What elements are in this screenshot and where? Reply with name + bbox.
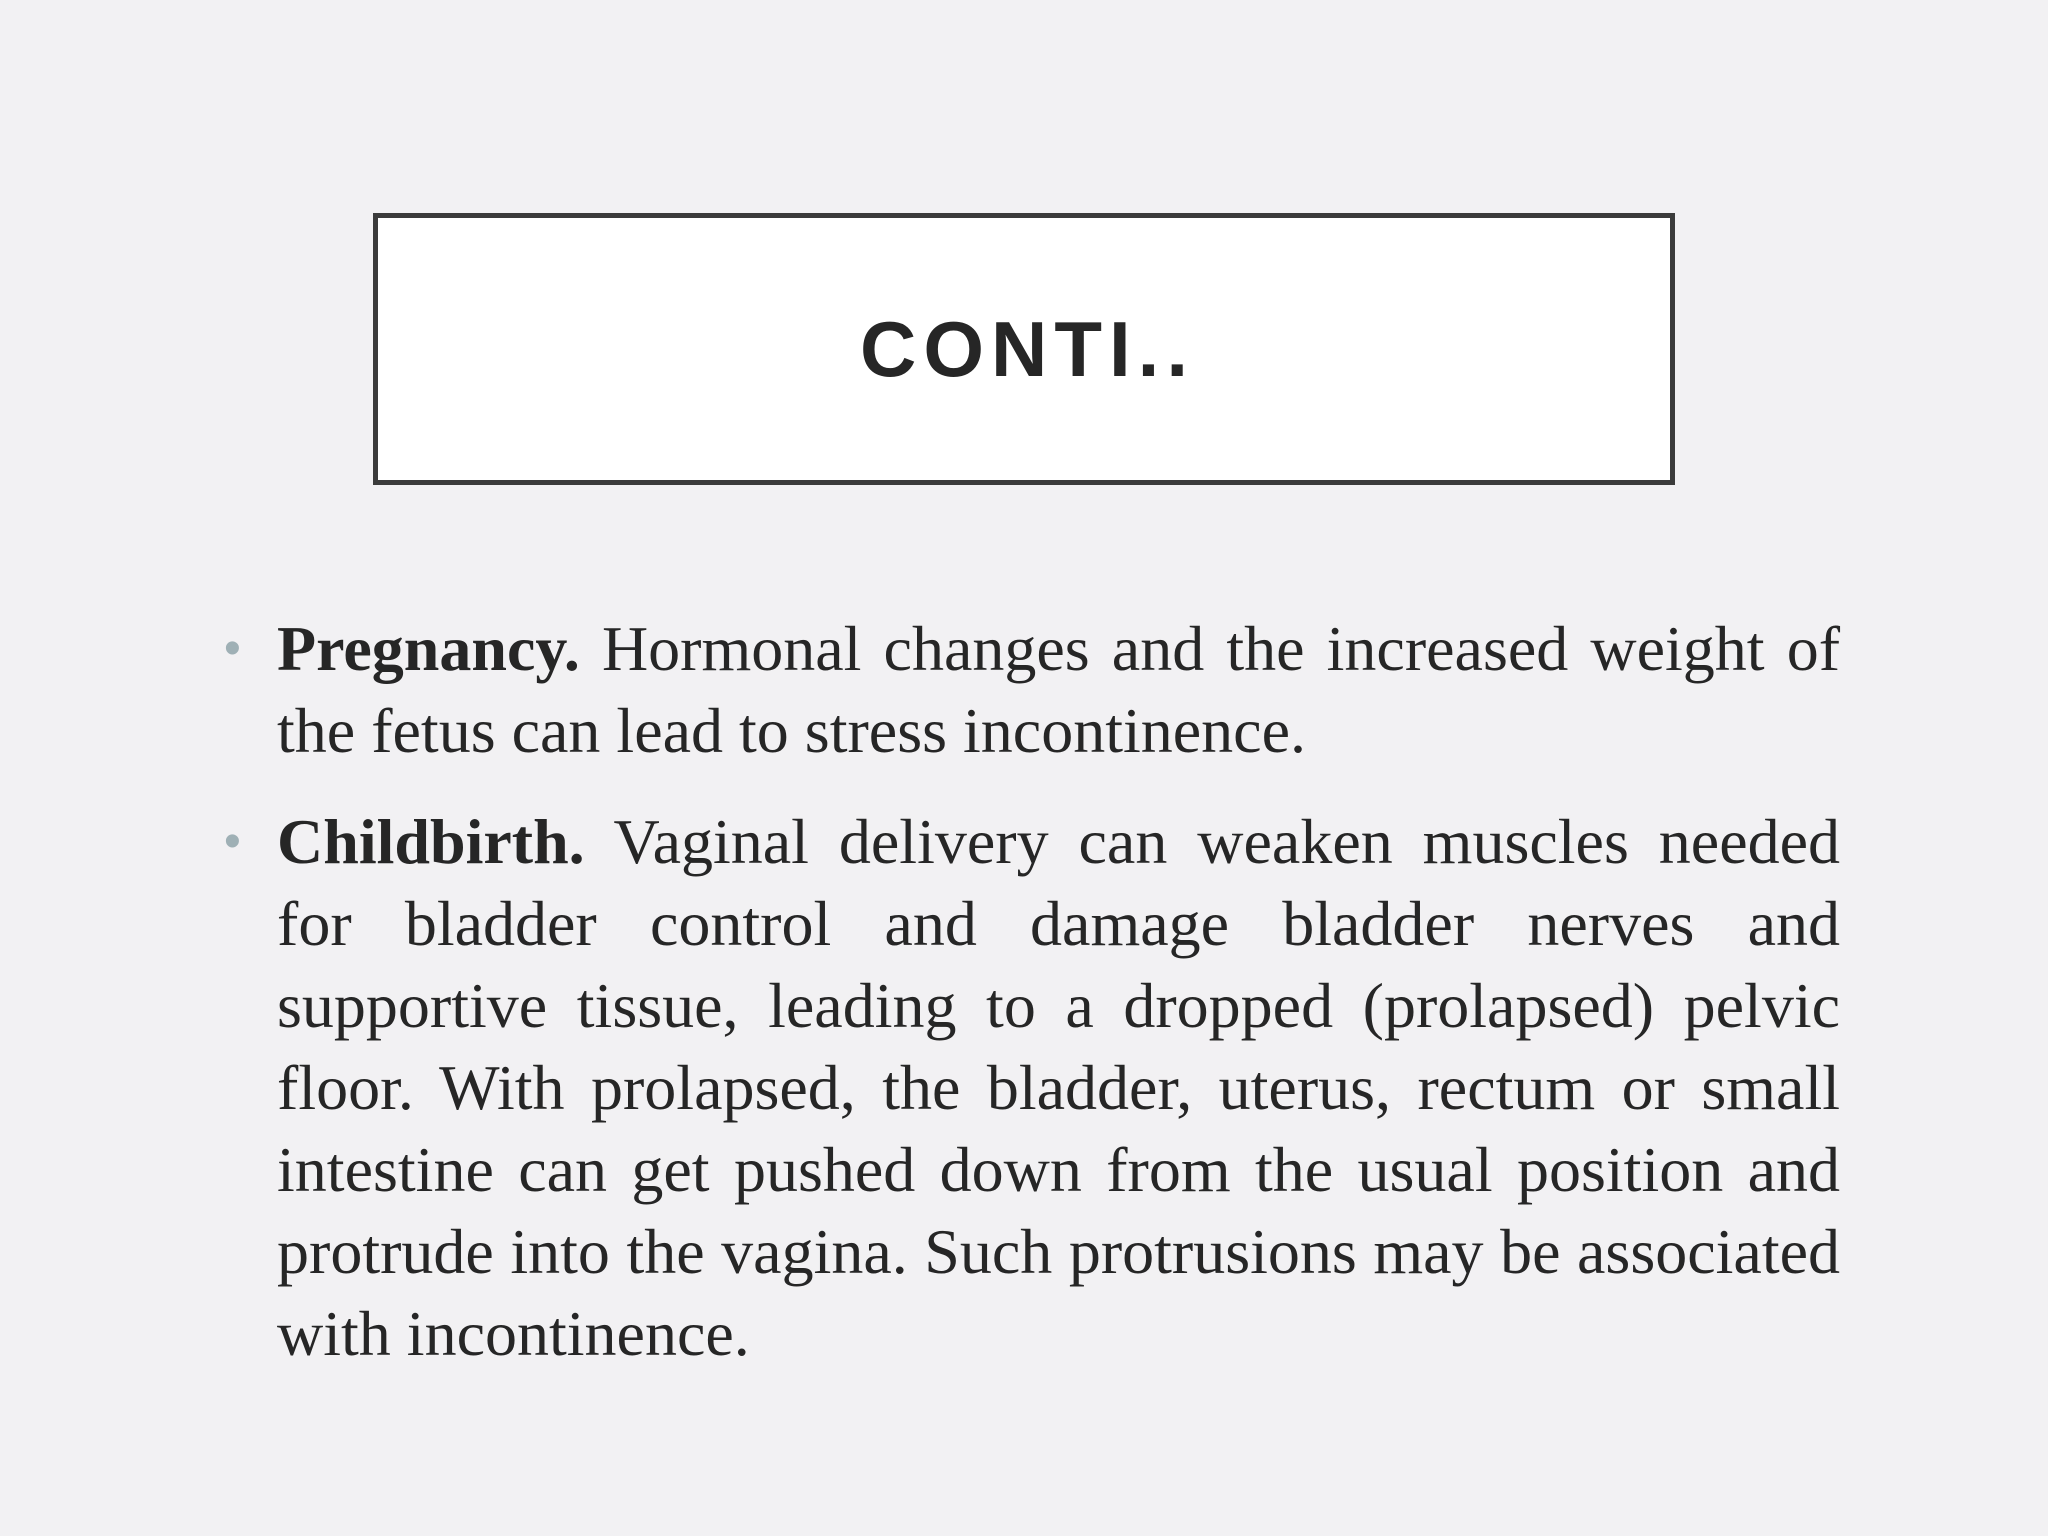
slide-title: CONTI.. xyxy=(860,305,1195,393)
bullet-icon: • xyxy=(224,815,241,868)
bullet-list xyxy=(224,608,1841,1404)
bullet-text: Vaginal delivery can weaken muscles needed for bladder control and damage bladder nerves and supportive tissue, leading to a dropped (prolapsed) pelvic floor. With prolapsed, the bladder, uterus, rectum or small intestine can get pushed down from the usual position and protrude into the vagina. Such protrusions may be associated with incontinence. xyxy=(277,806,1841,1369)
title-box xyxy=(373,213,1675,485)
bullet-item-pregnancy xyxy=(224,608,1841,772)
bullet-term: Childbirth. xyxy=(277,806,585,877)
bullet-term: Pregnancy. xyxy=(277,613,580,684)
bullet-item-childbirth xyxy=(224,801,1841,1375)
bullet-icon: • xyxy=(224,622,241,675)
bullet-text: Hormonal changes and the increased weight of the fetus can lead to stress incontinence. xyxy=(277,613,1841,766)
